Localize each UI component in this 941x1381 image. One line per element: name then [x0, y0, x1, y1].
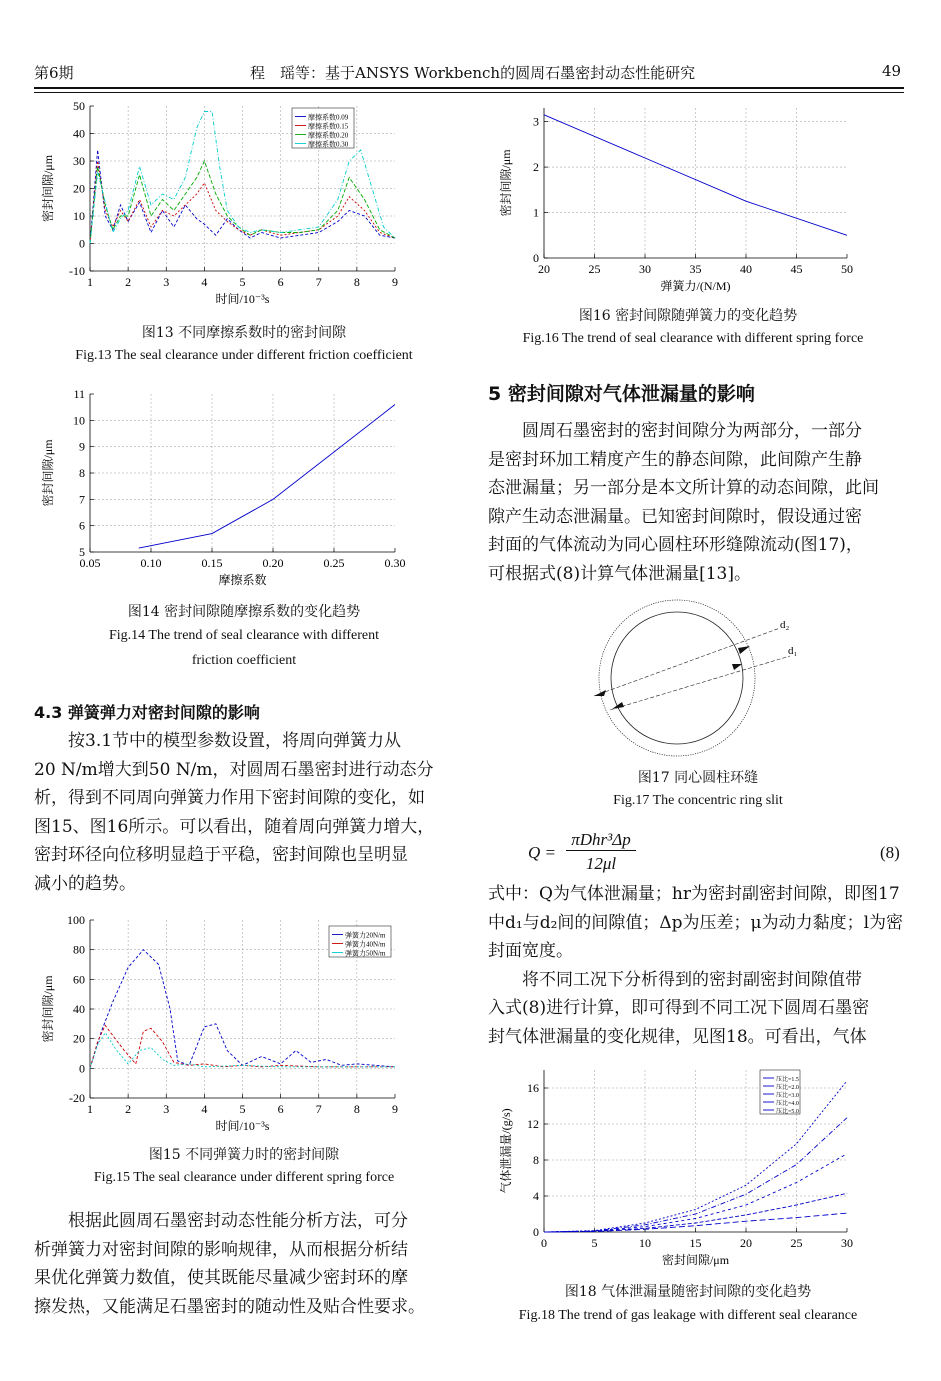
paragraph-line: 圆周石墨密封的密封间隙分为两部分，一部分 — [522, 421, 862, 441]
paragraph-line: 可根据式(8)计算气体泄漏量[13]。 — [488, 563, 751, 584]
paragraph-line: 将不同工况下分析得到的密封副密封间隙值带 — [522, 969, 862, 990]
x-tick-label: 0.20 — [262, 556, 284, 570]
fig14-caption-en-2: friction coefficient — [191, 653, 297, 668]
fig16-caption-en: Fig.16 The trend of seal clearance with different spring force — [522, 331, 864, 346]
x-tick-label: 0 — [541, 1236, 547, 1250]
x-tick-label: 30 — [841, 1236, 853, 1250]
y-tick-label: 3 — [533, 114, 539, 129]
y-tick-label: 8 — [79, 466, 85, 480]
y-tick-label: 4 — [533, 1189, 539, 1203]
fig16-chart — [488, 98, 888, 302]
section-5-body — [488, 417, 904, 588]
outer-circle — [599, 600, 755, 756]
x-axis-label: 摩擦系数 — [218, 573, 267, 587]
paragraph-line: 入式(8)进行计算，即可得到不同工况下圆周石墨密 — [488, 998, 870, 1018]
diameter-line-d2 — [594, 628, 780, 696]
y-tick-label: 10 — [73, 209, 85, 223]
x-tick-label: 50 — [841, 262, 853, 276]
y-axis-label: 密封间隙/μm — [499, 149, 513, 217]
paragraph-line: 图15、图16所示。可以看出，随着周向弹簧力增大， — [34, 816, 435, 837]
x-tick-label: 6 — [277, 275, 284, 289]
y-tick-label: 0 — [533, 1225, 539, 1239]
paragraph-line: 隙产生动态泄漏量。已知密封间隙时，假设通过密 — [488, 506, 862, 527]
legend-label: 弹簧力20N/m — [345, 931, 386, 940]
x-tick-label: 0.05 — [79, 556, 101, 570]
series-line — [139, 405, 395, 549]
x-tick-label: 25 — [588, 262, 601, 276]
y-tick-label: 5 — [79, 545, 85, 559]
paragraph-line: 中d₁与d₂间的间隙值；Δp为压差；μ为动力黏度；l为密 — [488, 912, 904, 933]
x-tick-label: 3 — [163, 1102, 170, 1116]
y-tick-label: 60 — [73, 972, 85, 987]
fig17-diagram — [580, 598, 810, 763]
section-4-3-heading: 4.3 弹簧弹力对密封间隙的影响 — [34, 703, 260, 722]
y-tick-label: 20 — [73, 1031, 85, 1046]
x-tick-label: 9 — [392, 275, 398, 289]
x-tick-label: 10 — [639, 1236, 651, 1250]
x-tick-label: 1 — [87, 1102, 93, 1116]
x-tick-label: 9 — [392, 1102, 398, 1116]
paragraph-line: 密封环径向位移明显趋于平稳，密封间隙也呈明显 — [34, 845, 408, 865]
legend-label: 压比=3.0 — [776, 1093, 799, 1099]
legend-label: 弹簧力50N/m — [345, 949, 386, 958]
y-tick-label: 0 — [79, 236, 85, 251]
fig17-caption-cn: 图17 同心圆柱环缝 — [637, 770, 759, 786]
x-tick-label: 2 — [125, 275, 132, 289]
equation-lhs: Q = — [528, 843, 556, 862]
y-axis-label: 密封间隙/μm — [41, 154, 55, 223]
paragraph-line: 按3.1节中的模型参数设置，将周向弹簧力从 — [68, 731, 402, 751]
y-tick-label: 80 — [73, 942, 85, 957]
fig18-caption-cn: 图18 气体泄漏量随密封间隙的变化趋势 — [564, 1284, 812, 1300]
x-tick-label: 7 — [315, 275, 322, 289]
section-5-heading: 5 密封间隙对气体泄漏量的影响 — [488, 383, 755, 405]
x-tick-label: 8 — [353, 275, 360, 289]
label-d1: d₁ — [788, 645, 798, 657]
x-tick-label: 0.25 — [323, 556, 345, 570]
legend-label: 压比=4.0 — [776, 1101, 799, 1107]
paragraph-line: 是密封环加工精度产生的静态间隙，此间隙产生静 — [488, 449, 862, 470]
x-tick-label: 0.30 — [384, 556, 406, 570]
y-tick-label: 40 — [73, 1002, 85, 1016]
fig18-chart — [488, 1064, 888, 1274]
equation-number: (8) — [880, 843, 900, 862]
legend-label: 弹簧力40N/m — [345, 940, 386, 949]
x-tick-label: 1 — [87, 275, 93, 289]
diameter-line-d1 — [610, 656, 790, 710]
section-4-3-body — [34, 727, 450, 898]
fig14-chart — [34, 382, 454, 597]
fig15-caption-cn: 图15 不同弹簧力时的密封间隙 — [148, 1147, 340, 1163]
x-axis-label: 时间/10⁻³s — [215, 292, 270, 306]
y-axis-label: 气体泄漏量/(g/s) — [499, 1108, 513, 1194]
y-tick-label: 40 — [73, 126, 85, 141]
x-tick-label: 5 — [239, 275, 246, 289]
y-tick-label: 100 — [67, 913, 85, 927]
equation-numerator: πDhr³Δp — [566, 830, 636, 851]
fig13-chart — [34, 98, 454, 318]
y-tick-label: 0 — [533, 251, 539, 265]
x-tick-label: 5 — [591, 1236, 598, 1250]
fig15-chart — [34, 908, 454, 1140]
x-tick-label: 20 — [740, 1236, 752, 1250]
legend-label: 压比=2.0 — [776, 1085, 799, 1091]
header-rule — [34, 87, 904, 89]
x-axis-label: 弹簧力/(N/M) — [660, 279, 731, 293]
page-number: 49 — [882, 62, 902, 80]
equation-explanation — [488, 880, 904, 1051]
y-tick-label: 9 — [79, 439, 85, 454]
x-tick-label: 5 — [239, 1102, 246, 1116]
arrowhead — [738, 646, 750, 654]
legend-label: 摩擦系数0.09 — [308, 113, 349, 122]
y-tick-label: 0 — [79, 1061, 85, 1076]
fig15-caption-en: Fig.15 The seal clearance under different spring force — [93, 1170, 395, 1185]
y-tick-label: 10 — [73, 413, 85, 428]
paragraph-line: 析弹簧力对密封间隙的影响规律，从而根据分析结 — [34, 1239, 408, 1260]
y-tick-label: -20 — [69, 1091, 85, 1105]
x-tick-label: 6 — [277, 1102, 284, 1116]
fig16-caption-cn: 图16 密封间隙随弹簧力的变化趋势 — [578, 308, 798, 324]
y-tick-label: 11 — [73, 387, 85, 401]
x-tick-label: 7 — [315, 1102, 322, 1116]
y-tick-label: -10 — [69, 264, 85, 278]
legend-label: 压比=1.5 — [776, 1077, 799, 1083]
paragraph-line: 封气体泄漏量的变化规律，见图18。可看出，气体 — [488, 1026, 867, 1047]
paragraph-line: 果优化弹簧力数值，使其既能尽量减少密封环的摩 — [34, 1268, 408, 1288]
y-tick-label: 2 — [533, 160, 539, 175]
y-tick-label: 7 — [79, 492, 85, 507]
paragraph-line: 封面宽度。 — [488, 941, 573, 961]
x-tick-label: 35 — [689, 262, 702, 276]
legend-label: 摩擦系数0.30 — [308, 140, 349, 149]
x-tick-label: 40 — [740, 262, 752, 276]
y-axis-label: 密封间隙/μm — [41, 439, 55, 507]
x-tick-label: 4 — [201, 275, 208, 289]
label-d2: d₂ — [780, 619, 790, 631]
y-tick-label: 1 — [533, 205, 539, 220]
paragraph-line: 析，得到不同周向弹簧力作用下密封间隙的变化，如 — [34, 788, 425, 808]
fig18-caption-en: Fig.18 The trend of gas leakage with different seal clearance — [518, 1308, 858, 1323]
x-tick-label: 0.15 — [201, 556, 223, 570]
equation-denominator: 12μl — [585, 854, 617, 873]
x-tick-label: 15 — [689, 1236, 702, 1250]
x-tick-label: 8 — [353, 1102, 360, 1116]
y-tick-label: 20 — [73, 181, 85, 196]
x-axis-label: 密封间隙/μm — [661, 1253, 730, 1267]
paragraph-line: 封面的气体流动为同心圆柱环形缝隙流动(图17)， — [488, 535, 863, 555]
x-tick-label: 2 — [125, 1102, 132, 1116]
y-tick-label: 50 — [73, 99, 85, 113]
x-tick-label: 30 — [639, 262, 651, 276]
header-rule-thin — [34, 92, 904, 93]
x-tick-label: 20 — [538, 262, 550, 276]
fig14-caption-en-1: Fig.14 The trend of seal clearance with different — [108, 628, 380, 643]
y-axis-label: 密封间隙/μm — [41, 975, 55, 1043]
x-tick-label: 25 — [790, 1236, 803, 1250]
inner-circle — [611, 612, 743, 744]
paragraph-line: 根据此圆周石墨密封动态性能分析方法，可分 — [68, 1211, 408, 1231]
y-tick-label: 30 — [73, 154, 85, 168]
paragraph-line: 式中：Q为气体泄漏量；hr为密封副密封间隙，即图17 — [488, 884, 900, 904]
legend-label: 压比=5.0 — [776, 1109, 799, 1115]
x-tick-label: 0.10 — [140, 556, 162, 570]
fig13-caption-en: Fig.13 The seal clearance under different friction coefficient — [75, 348, 413, 363]
issue-label: 第6期 — [34, 64, 74, 82]
y-tick-label: 8 — [533, 1153, 539, 1167]
x-axis-label: 时间/10⁻³s — [215, 1119, 270, 1133]
paragraph-line: 态泄漏量；另一部分是本文所计算的动态间隙，此间 — [488, 478, 879, 498]
series-line — [544, 1154, 847, 1232]
arrowhead — [732, 664, 742, 670]
x-tick-label: 45 — [790, 262, 803, 276]
closing-paragraph — [34, 1207, 450, 1321]
y-tick-label: 12 — [527, 1117, 539, 1131]
legend-label: 摩擦系数0.15 — [308, 122, 349, 131]
fig14-caption-cn: 图14 密封间隙随摩擦系数的变化趋势 — [127, 604, 361, 620]
x-tick-label: 3 — [163, 275, 170, 289]
paragraph-line: 20 N/m增大到50 N/m，对圆周石墨密封进行动态分 — [34, 759, 434, 780]
y-tick-label: 16 — [527, 1081, 539, 1095]
fig13-caption-cn: 图13 不同摩擦系数时的密封间隙 — [141, 325, 347, 341]
fig17-caption-en: Fig.17 The concentric ring slit — [613, 793, 783, 808]
running-title: 程 瑶等：基于ANSYS Workbench的圆周石墨密封动态性能研究 — [250, 64, 696, 82]
paragraph-line: 擦发热，又能满足石墨密封的随动性及贴合性要求。 — [34, 1296, 425, 1317]
y-tick-label: 6 — [79, 518, 85, 533]
paragraph-line: 减小的趋势。 — [34, 873, 136, 894]
x-tick-label: 4 — [201, 1102, 208, 1116]
legend-label: 摩擦系数0.20 — [308, 131, 349, 140]
arrowhead — [612, 702, 624, 709]
